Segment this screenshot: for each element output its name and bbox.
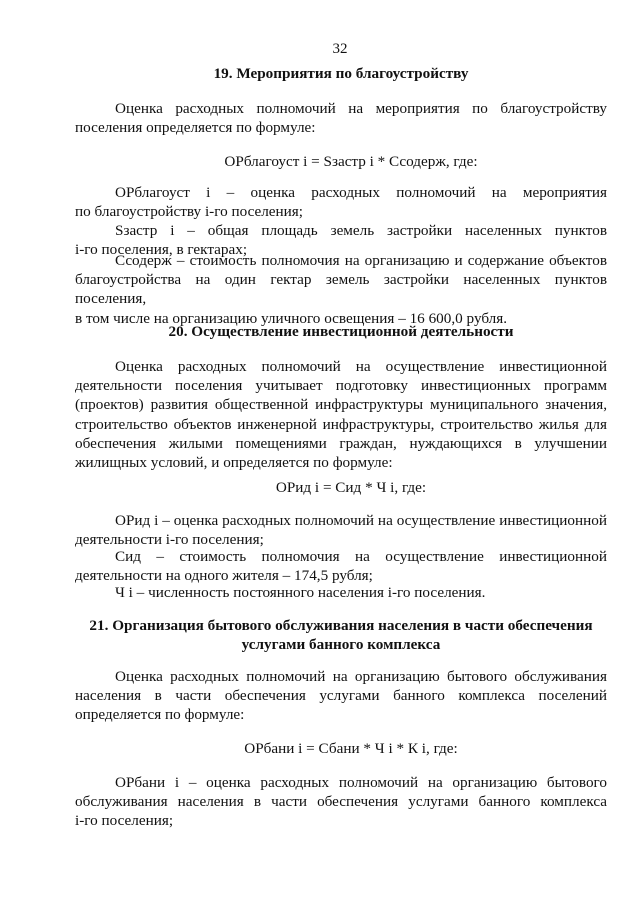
- heading-line: услугами банного комплекса: [241, 636, 441, 653]
- section-21-intro: [75, 667, 607, 725]
- text-line: строительство объектов инженерной инфраструктуры, строительство жилья для: [75, 415, 607, 433]
- text-line: ОРблагоуст i – оценка расходных полномочий на мероприятия: [115, 184, 607, 201]
- text-line: Оценка расходных полномочий на мероприятия по благоустройству: [115, 100, 607, 117]
- section-20-definition-1: [75, 511, 607, 549]
- text-line: жилищных условий, и определяется по формуле:: [75, 454, 393, 472]
- section-20-formula: ОРид i = Сид * Ч i, где:: [275, 479, 427, 496]
- text-line: Оценка расходных полномочий на организацию бытового обслуживания: [115, 668, 607, 685]
- text-line: деятельности i-го поселения;: [75, 531, 264, 549]
- text-line: обслуживания населения в части обеспечения услугами банного комплекса: [75, 793, 607, 811]
- text-line: Ч i – численность постоянного населения i-го поселения.: [115, 584, 486, 601]
- section-19-heading: 19. Мероприятия по благоустройству: [213, 65, 469, 82]
- section-21-heading: [75, 616, 607, 654]
- text-line: благоустройства на один гектар земель застройки населенных пунктов поселения,: [75, 271, 607, 308]
- text-line: деятельности поселения учитывает подготовку инвестиционных программ: [75, 377, 607, 395]
- section-19-definition-1: [75, 183, 607, 221]
- section-19-intro: [75, 99, 607, 137]
- text-line: населения в части обеспечения услугами банного комплекса поселений: [75, 687, 607, 705]
- section-20-definition-2: [75, 547, 607, 585]
- section-20-intro: [75, 357, 607, 472]
- text-line: в том числе на организацию уличного освещения – 16 600,0 рубля.: [75, 309, 508, 327]
- heading-line: 21. Организация бытового обслуживания населения в части обеспечения: [89, 617, 593, 634]
- section-20-definition-3: [75, 583, 607, 602]
- text-line: Sзастр i – общая площадь земель застройки населенных пунктов: [115, 222, 607, 239]
- text-line: i-го поселения;: [75, 812, 174, 830]
- text-line: Ссодерж – стоимость полномочия на организацию и содержание объектов: [115, 252, 607, 269]
- text-line: обеспечения жилыми помещениями граждан, нуждающихся в улучшении: [75, 434, 607, 452]
- text-line: i-го поселения, в гектарах;: [75, 241, 248, 259]
- text-line: Сид – стоимость полномочия на осуществление инвестиционной: [115, 548, 607, 565]
- text-line: (проектов) развития общественной инфраструктуры муниципального значения,: [75, 396, 607, 414]
- section-19-definition-3: [75, 251, 607, 328]
- section-21-formula: ОРбани i = Сбани * Ч i * К i, где:: [244, 740, 458, 757]
- section-19-formula: ОРблагоуст i = Sзастр i * Ссодерж, где:: [224, 153, 478, 170]
- section-21-definition-1: [75, 773, 607, 831]
- text-line: ОРид i – оценка расходных полномочий на осуществление инвестиционной: [115, 512, 607, 529]
- text-line: определяется по формуле:: [75, 706, 245, 724]
- text-line: поселения определяется по формуле:: [75, 119, 316, 137]
- text-line: Оценка расходных полномочий на осуществление инвестиционной: [115, 358, 607, 375]
- text-line: ОРбани i – оценка расходных полномочий на организацию бытового: [115, 774, 607, 791]
- text-line: деятельности на одного жителя – 174,5 рубля;: [75, 567, 373, 585]
- section-20-heading: 20. Осуществление инвестиционной деятельности: [168, 323, 514, 340]
- page-number: 32: [332, 41, 348, 57]
- text-line: по благоустройству i-го поселения;: [75, 203, 304, 221]
